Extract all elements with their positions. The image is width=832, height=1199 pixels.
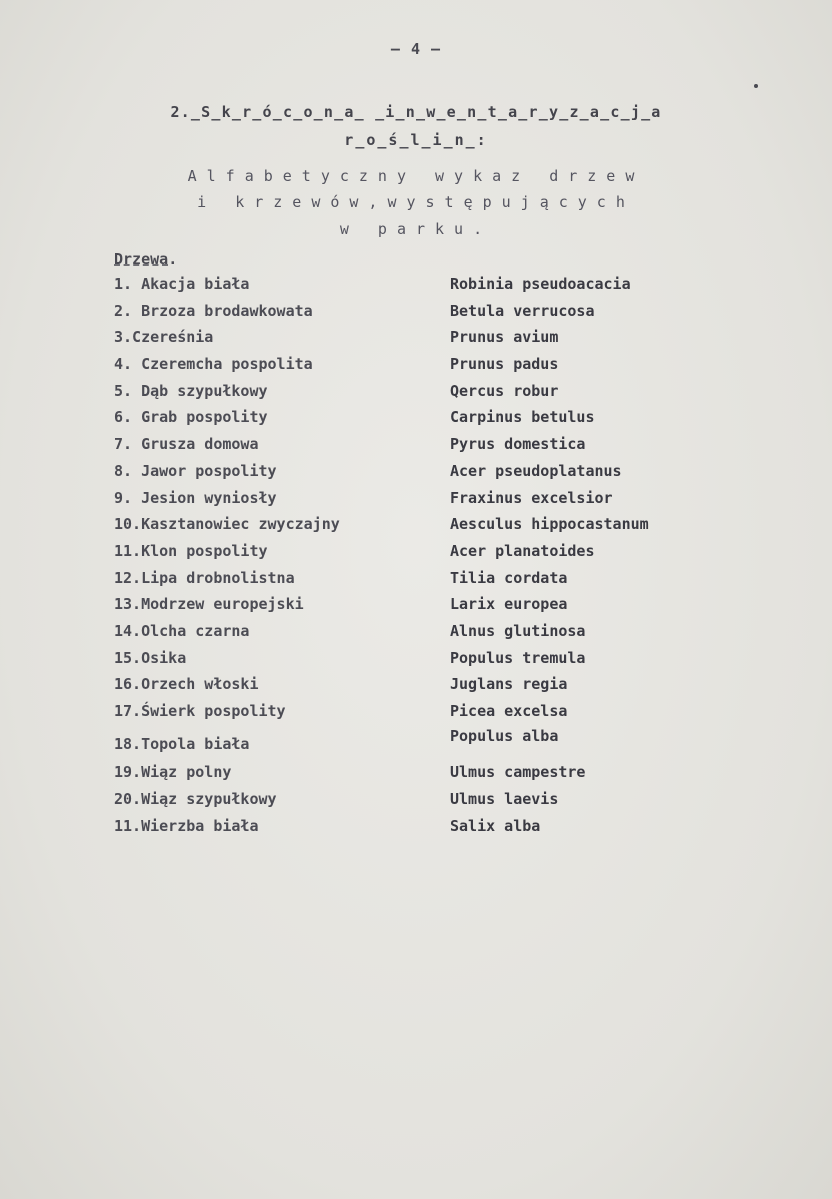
list-item bbox=[114, 435, 734, 462]
polish-name: 8. Jawor pospolity bbox=[114, 461, 277, 480]
list-item bbox=[114, 462, 734, 489]
latin-name: Tilia cordata bbox=[450, 568, 568, 587]
section-label-text: Drzewa bbox=[114, 250, 169, 268]
polish-name: 7. Grusza domowa bbox=[114, 435, 259, 454]
polish-name: 20.Wiąz szypułkowy bbox=[114, 790, 277, 809]
list-item bbox=[114, 489, 734, 516]
latin-name: Acer pseudoplatanus bbox=[450, 461, 622, 480]
polish-name: 12.Lipa drobnolistna bbox=[114, 568, 295, 587]
latin-name: Betula verrucosa bbox=[450, 301, 595, 320]
ink-dot bbox=[754, 84, 758, 88]
subheading-line-3: w parku. bbox=[339, 220, 493, 238]
section-heading-continued: r_o_ś_l_i_n_: bbox=[344, 131, 488, 149]
latin-name: Populus tremula bbox=[450, 648, 586, 667]
polish-name: 1. Akacja biała bbox=[114, 275, 250, 293]
list-item bbox=[114, 702, 734, 729]
section-label-trees bbox=[114, 250, 177, 268]
section-label-period: . bbox=[168, 250, 178, 268]
latin-name: Ulmus laevis bbox=[450, 790, 559, 809]
polish-name: 18.Topola biała bbox=[114, 734, 250, 753]
polish-name: 3.Czereśnia bbox=[114, 328, 214, 347]
polish-name: 6. Grab pospolity bbox=[114, 408, 268, 427]
page-number: — 4 — bbox=[390, 40, 442, 58]
polish-name: 9. Jesion wyniosły bbox=[114, 488, 277, 507]
latin-name: Larix europea bbox=[450, 595, 568, 614]
list-item bbox=[114, 328, 734, 355]
latin-name: Salix alba bbox=[450, 816, 541, 835]
polish-name: 4. Czeremcha pospolita bbox=[114, 355, 313, 374]
latin-name: Pyrus domestica bbox=[450, 435, 586, 454]
latin-name: Fraxinus excelsior bbox=[450, 488, 613, 507]
subheading-line-2: i krzewów,występujących bbox=[197, 193, 635, 211]
list-item bbox=[114, 675, 734, 702]
tree-list bbox=[114, 275, 734, 843]
list-item bbox=[114, 622, 734, 649]
polish-name: 16.Orzech włoski bbox=[114, 675, 259, 694]
latin-name: Qercus robur bbox=[450, 381, 559, 400]
latin-name: Aesculus hippocastanum bbox=[450, 515, 649, 534]
list-item bbox=[114, 763, 734, 790]
polish-name: 10.Kasztanowiec zwyczajny bbox=[114, 515, 340, 534]
list-item bbox=[114, 649, 734, 676]
list-item bbox=[114, 355, 734, 382]
polish-name: 14.Olcha czarna bbox=[114, 621, 250, 640]
list-item bbox=[114, 302, 734, 329]
polish-name: 13.Modrzew europejski bbox=[114, 595, 304, 614]
list-item bbox=[114, 569, 734, 596]
subheading-line-1: Alfabetyczny wykaz drzew bbox=[187, 167, 645, 185]
list-item bbox=[114, 817, 734, 844]
latin-name: Ulmus campestre bbox=[450, 763, 586, 782]
latin-name: Prunus avium bbox=[450, 328, 559, 347]
polish-name: 11.Wierzba biała bbox=[114, 816, 259, 835]
list-item bbox=[114, 382, 734, 409]
list-item bbox=[114, 595, 734, 622]
latin-name: Carpinus betulus bbox=[450, 408, 595, 427]
polish-name: 2. Brzoza brodawkowata bbox=[114, 301, 313, 320]
list-item bbox=[114, 790, 734, 817]
polish-name: 15.Osika bbox=[114, 648, 187, 667]
latin-name: Picea excelsa bbox=[450, 702, 568, 720]
section-heading: 2._S_k_r_ó_c_o_n_a_ _i_n_w_e_n_t_a_r_y_z_a_c_j_a bbox=[170, 103, 662, 121]
latin-name: Acer planatoides bbox=[450, 541, 595, 560]
polish-name: 19.Wiąz polny bbox=[114, 763, 232, 782]
list-item bbox=[114, 408, 734, 435]
latin-name: Robinia pseudoacacia bbox=[450, 275, 631, 293]
polish-name: 5. Dąb szypułkowy bbox=[114, 381, 268, 400]
polish-name: 17.Świerk pospolity bbox=[114, 702, 286, 720]
latin-name: Populus alba bbox=[450, 726, 559, 745]
latin-name: Alnus glutinosa bbox=[450, 621, 586, 640]
list-item bbox=[114, 542, 734, 569]
list-item bbox=[114, 726, 734, 756]
list-item bbox=[114, 275, 734, 302]
latin-name: Juglans regia bbox=[450, 675, 568, 694]
latin-name: Prunus padus bbox=[450, 355, 559, 374]
list-item bbox=[114, 515, 734, 542]
polish-name: 11.Klon pospolity bbox=[114, 541, 268, 560]
